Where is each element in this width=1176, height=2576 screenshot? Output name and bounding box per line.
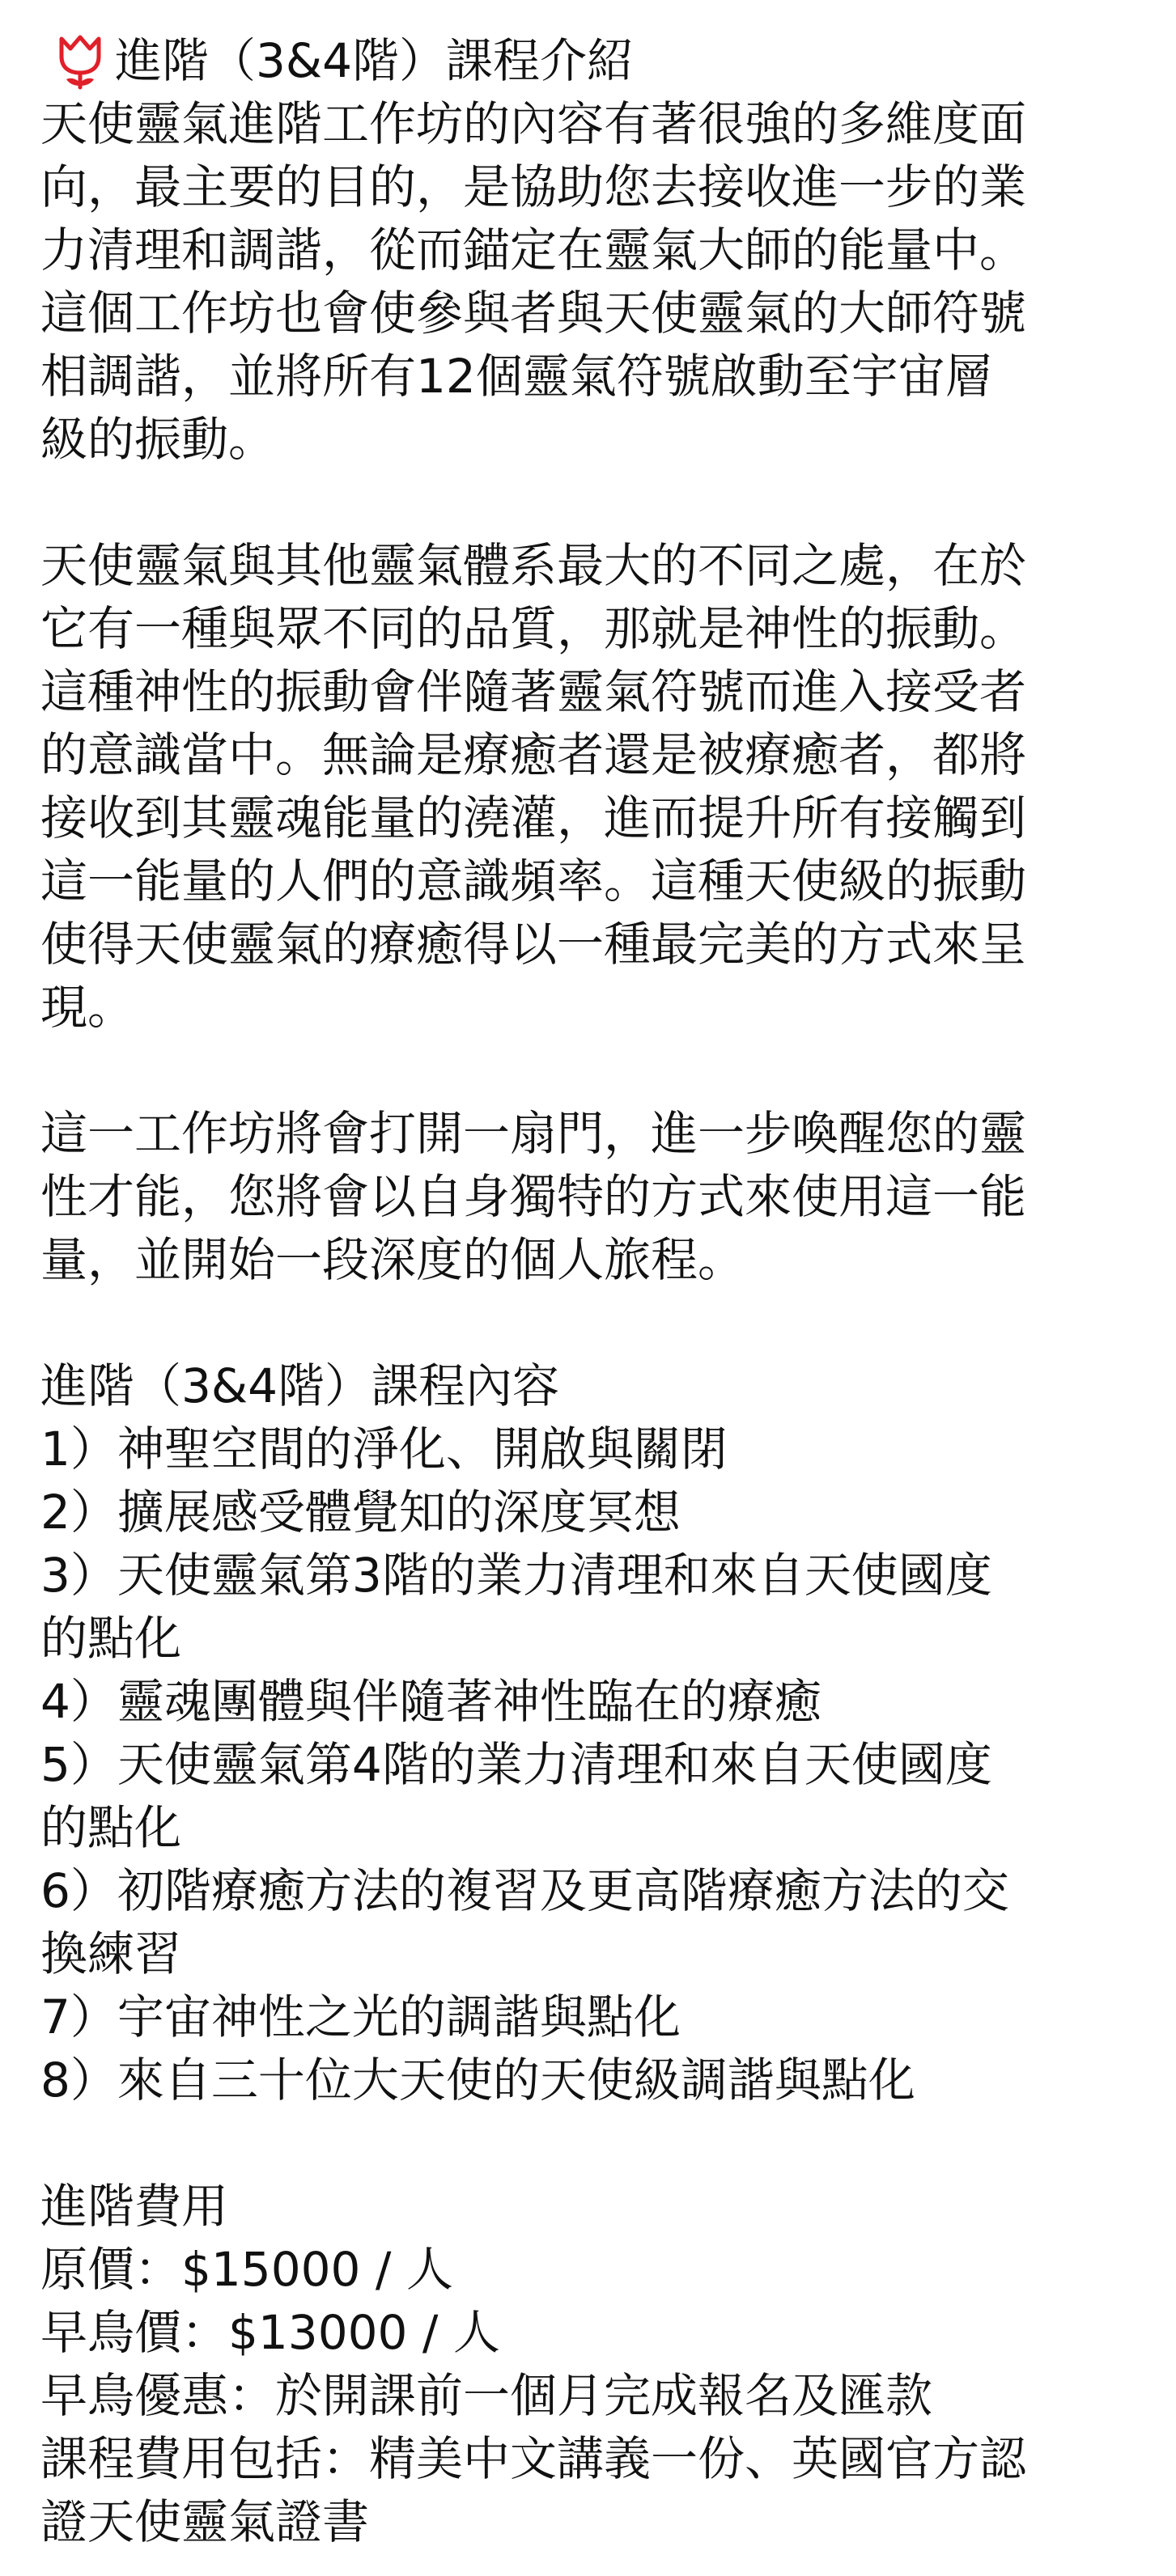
paragraph-gap [40, 1291, 1137, 1354]
paragraph-line: 天使靈氣與其他靈氣體系最大的不同之處，在於 [40, 538, 1027, 593]
course-content-item: 2）擴展感受體覺知的深度冥想 [40, 1485, 681, 1540]
course-content-section [40, 1354, 1137, 2112]
fee-line: 早鳥優惠：於開課前一個月完成報名及匯款 [40, 2368, 933, 2423]
paragraph-gap [40, 1039, 1137, 1102]
paragraph-line: 使得天使靈氣的療癒得以一種最完美的方式來呈 [40, 917, 1027, 972]
fees-section [40, 2175, 1137, 2553]
fees-heading: 進階費用 [40, 2179, 229, 2234]
course-content-item: 7）宇宙神性之光的調諧與點化 [40, 1989, 681, 2044]
fee-line: 證天使靈氣證書 [40, 2494, 370, 2549]
tulip-icon [50, 31, 110, 91]
course-content-item: 的點化 [40, 1800, 182, 1855]
paragraph-line: 接收到其靈魂能量的澆灌，進而提升所有接觸到 [40, 790, 1027, 845]
course-content-item: 3）天使靈氣第3階的業力清理和來自天使國度 [40, 1548, 992, 1603]
intro-line: 力清理和調諧，從而錨定在靈氣大師的能量中。 [40, 222, 1027, 278]
fee-line: 早鳥價：$13000 / 人 [40, 2305, 500, 2360]
course-content-item: 的點化 [40, 1611, 182, 1666]
course-content-heading: 進階（3&4階）課程內容 [40, 1358, 560, 1413]
intro-line: 級的振動。 [40, 412, 276, 467]
paragraph-gap [40, 2112, 1137, 2175]
intro-line: 這個工作坊也會使參與者與天使靈氣的大師符號 [40, 286, 1027, 341]
paragraph-3 [40, 1102, 1137, 1291]
course-content-item: 1）神聖空間的淨化、開啟與關閉 [40, 1421, 728, 1477]
paragraph-gap [40, 471, 1137, 534]
course-content-item: 6）初階療癒方法的複習及更高階療癒方法的交 [40, 1863, 1009, 1918]
paragraph-line: 性才能，您將會以自身獨特的方式來使用這一能 [40, 1169, 1027, 1224]
intro-line: 天使靈氣進階工作坊的內容有著很強的多維度面 [40, 96, 1027, 151]
course-content-item: 8）來自三十位大天使的天使級調諧與點化 [40, 2053, 915, 2108]
paragraph-2 [40, 534, 1137, 1039]
paragraph-line: 它有一種與眾不同的品質，那就是神性的振動。 [40, 601, 1027, 656]
fee-line: 原價：$15000 / 人 [40, 2242, 453, 2297]
course-content-item: 5）天使靈氣第4階的業力清理和來自天使國度 [40, 1737, 992, 1792]
paragraph-line: 這種神性的振動會伴隨著靈氣符號而進入接受者 [40, 664, 1027, 719]
paragraph-line: 現。 [40, 980, 135, 1035]
paragraph-line: 這一工作坊將會打開一扇門，進一步喚醒您的靈 [40, 1106, 1027, 1161]
course-content-item: 4）靈魂團體與伴隨著神性臨在的療癒 [40, 1674, 822, 1729]
intro-section [40, 29, 1137, 471]
intro-title: 進階（3&4階）課程介紹 [115, 33, 635, 88]
course-content-item: 換練習 [40, 1926, 182, 1981]
paragraph-line: 這一能量的人們的意識頻率。這種天使級的振動 [40, 854, 1027, 909]
intro-title-row [40, 29, 1137, 92]
fee-line: 課程費用包括：精美中文講義一份、英國官方認 [40, 2431, 1027, 2486]
paragraph-line: 量，並開始一段深度的個人旅程。 [40, 1232, 745, 1287]
intro-line: 相調諧，並將所有12個靈氣符號啟動至宇宙層 [40, 349, 992, 404]
intro-line: 向，最主要的目的，是協助您去接收進一步的業 [40, 159, 1027, 214]
paragraph-line: 的意識當中。無論是療癒者還是被療癒者，都將 [40, 727, 1027, 782]
